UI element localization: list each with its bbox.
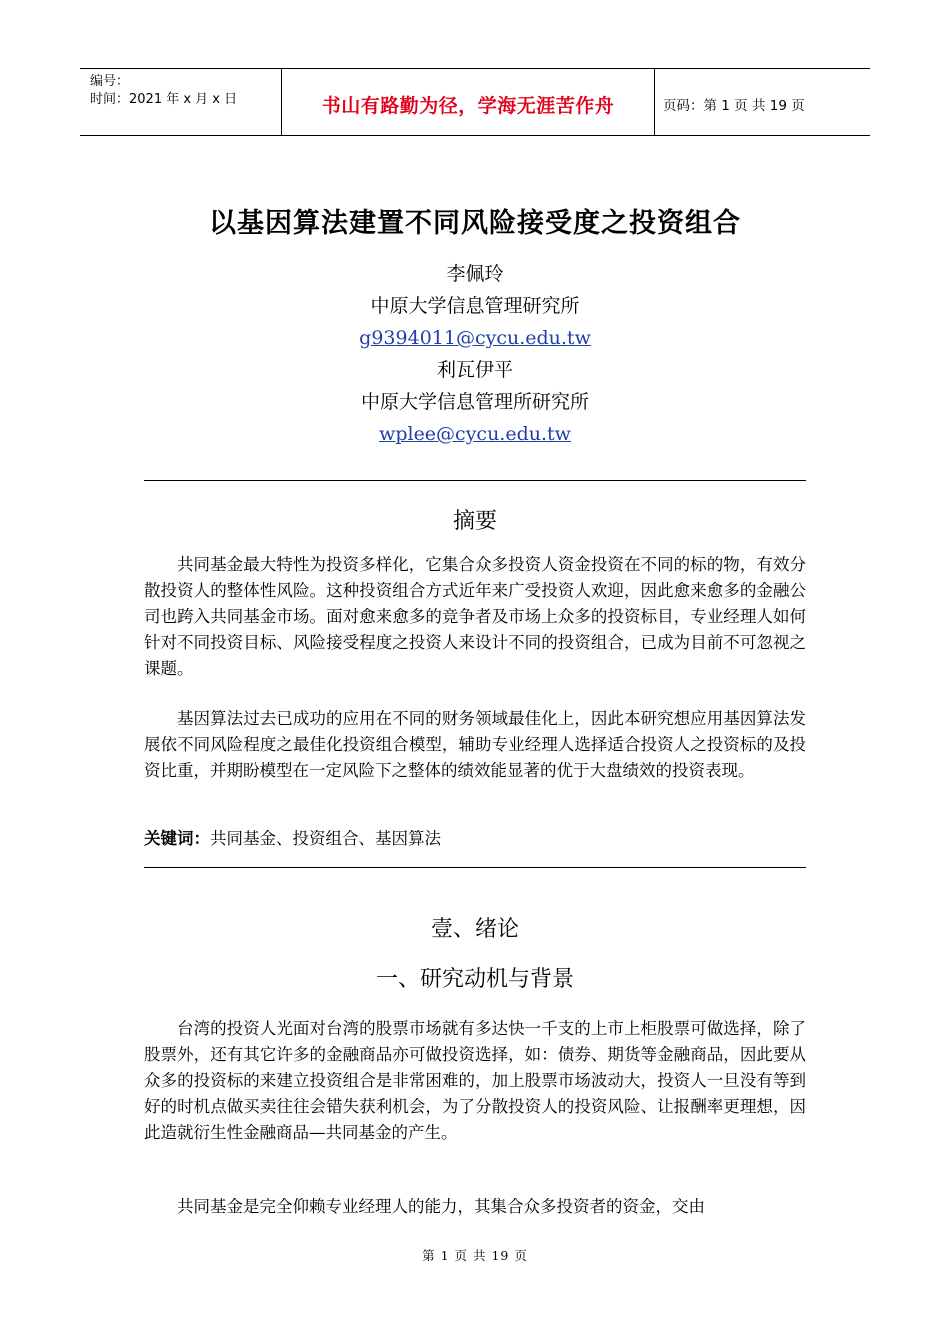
abstract-heading: 摘要 bbox=[452, 509, 497, 534]
divider-bottom bbox=[144, 867, 806, 868]
number-label: 编号： bbox=[90, 74, 130, 89]
author2-affiliation: 中原大学信息管理所研究所 bbox=[360, 391, 589, 413]
header-meta-cell bbox=[80, 69, 282, 135]
author-block bbox=[0, 258, 950, 450]
author1-email-link[interactable]: g9394011@cycu.edu.tw bbox=[359, 327, 591, 349]
header-table bbox=[80, 68, 870, 136]
keywords-text: 共同基金、投资组合、基因算法 bbox=[210, 829, 441, 848]
body-paragraph-2: 共同基金是完全仰赖专业经理人的能力，其集合众多投资者的资金，交由 bbox=[177, 1197, 705, 1216]
section-heading: 一、研究动机与背景 bbox=[375, 967, 574, 992]
page-code: 页码：第 1 页 共 19 页 bbox=[663, 98, 805, 114]
document-title: 以基因算法建置不同风险接受度之投资组合 bbox=[209, 208, 741, 239]
abstract-paragraph-2: 基因算法过去已成功的应用在不同的财务领域最佳化上，因此本研究想应用基因算法发展依不同风险程度之最佳化投资组合模型，辅助专业经理人选择适合投资人之投资标的及投资比重，并期盼模型在一定风险下之整体的绩效能显著的优于大盘绩效的投资表现。 bbox=[144, 709, 806, 780]
chapter-heading: 壹、绪论 bbox=[430, 917, 519, 942]
author1-name: 李佩玲 bbox=[446, 263, 504, 285]
divider-top bbox=[144, 480, 806, 481]
abstract-paragraph-1: 共同基金最大特性为投资多样化，它集合众多投资人资金投资在不同的标的物，有效分散投资人的整体性风险。这种投资组合方式近年来广受投资人欢迎，因此愈来愈多的金融公司也跨入共同基金市场。面对愈来愈多的竞争者及市场上众多的投资标目，专业经理人如何针对不同投资目标、风险接受程度之投资人来设计不同的投资组合，已成为目前不可忽视之课题。 bbox=[144, 555, 806, 678]
keywords-line bbox=[144, 826, 441, 852]
keywords-label: 关键词： bbox=[144, 829, 210, 848]
time-label: 时间：2021 年 x 月 x 日 bbox=[90, 92, 238, 107]
body-paragraph-1: 台湾的投资人光面对台湾的股票市场就有多达快一千支的上市上柜股票可做选择，除了股票外，还有其它许多的金融商品亦可做投资选择，如：债券、期货等金融商品，因此要从众多的投资标的来建立投资组合是非常困难的，加上股票市场波动大，投资人一旦没有等到好的时机点做买卖往往会错失获利机会，为了分散投资人的投资风险、让报酬率更理想，因此造就衍生性金融商品—共同基金的产生。 bbox=[144, 1019, 806, 1142]
motto: 书山有路勤为径，学海无涯苦作舟 bbox=[282, 69, 655, 135]
author2-name: 利瓦伊平 bbox=[436, 359, 513, 381]
author2-email-link[interactable]: wplee@cycu.edu.tw bbox=[379, 423, 571, 445]
page-footer: 第 1 页 共 19 页 bbox=[422, 1248, 528, 1263]
author1-affiliation: 中原大学信息管理研究所 bbox=[370, 295, 580, 317]
